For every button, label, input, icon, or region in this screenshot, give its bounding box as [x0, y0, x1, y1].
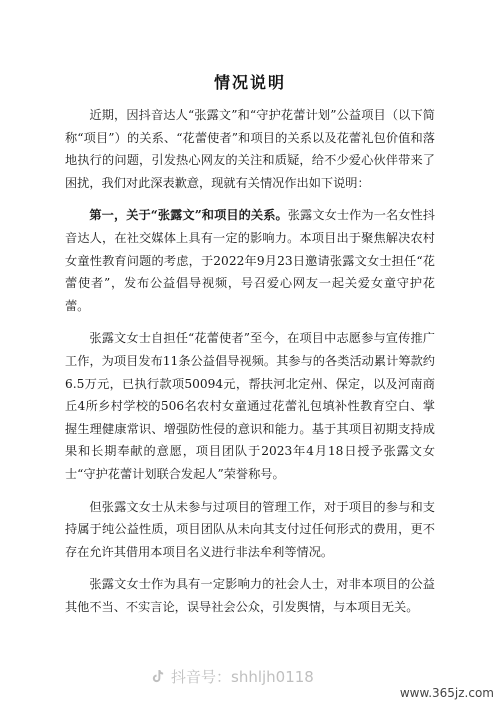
paragraph-lead: 第一，关于“张露文”和项目的关系。 [89, 208, 288, 223]
tiktok-icon [150, 669, 165, 684]
site-watermark: www.365jz.com [399, 686, 494, 700]
paragraph-text: 近期，因抖音达人“张露文”和“守护花蕾计划”公益项目（以下简称“项目”）的关系、“花蕾使者”和项目的关系以及花蕾礼包价值和落地执行的问题，引发热心网友的关注和质疑，给不少爱心伙伴带来了困扰，我们对此深表歉意，现就有关情况作出如下说明： [65, 108, 435, 190]
paragraph-text: 张露文女士自担任“花蕾使者”至今，在项目中志愿参与宣传推广工作，为项目发布11条公益倡导视频。其参与的各类活动累计筹款约6.5万元，已执行款项50094元，帮扶河北定州、保定，以及河南商丘4所乡村学校的506名农村女童通过花蕾礼包填补性教育空白、掌握生理健康常识、增强防性侵的意识和能力。基于其项目初期支持成果和长期奉献的意愿，项目团队于2023年4月18日授予张露文女士“守护花蕾计划联合发起人”荣誉称号。 [65, 331, 435, 481]
paragraph-ambassador-work [65, 327, 435, 485]
paragraph-section-one [65, 204, 435, 317]
document-body [65, 104, 435, 628]
douyin-watermark [150, 666, 314, 687]
paragraph-disclaimer [65, 573, 435, 618]
paragraph-text: 但张露文女士从未参与过项目的管理工作，对于项目的参与和支持属于纯公益性质，项目团队从未向其支付过任何形式的费用，更不存在允许其借用本项目名义进行非法牟利等情况。 [65, 499, 435, 559]
document-title: 情况说明 [213, 73, 286, 92]
paragraph-text: 张露文女士作为具有一定影响力的社会人士，对非本项目的公益其他不当、不实言论，误导社会公众，引发舆情，与本项目无关。 [65, 577, 435, 614]
paragraph-no-management [65, 496, 435, 564]
paragraph-text: 张露文女士作为一名女性抖音达人，在社交媒体上具有一定的影响力。本项目出于聚焦解决农村女童性教育问题的考虑，于2022年9月23日邀请张露文女士担任“花蕾使者”，发布公益倡导视频，号召爱心网友一起关爱女童守护花蕾。 [65, 208, 436, 313]
paragraph-intro [65, 104, 435, 194]
watermark-text: 抖音号：shhljh0118 [171, 668, 314, 686]
